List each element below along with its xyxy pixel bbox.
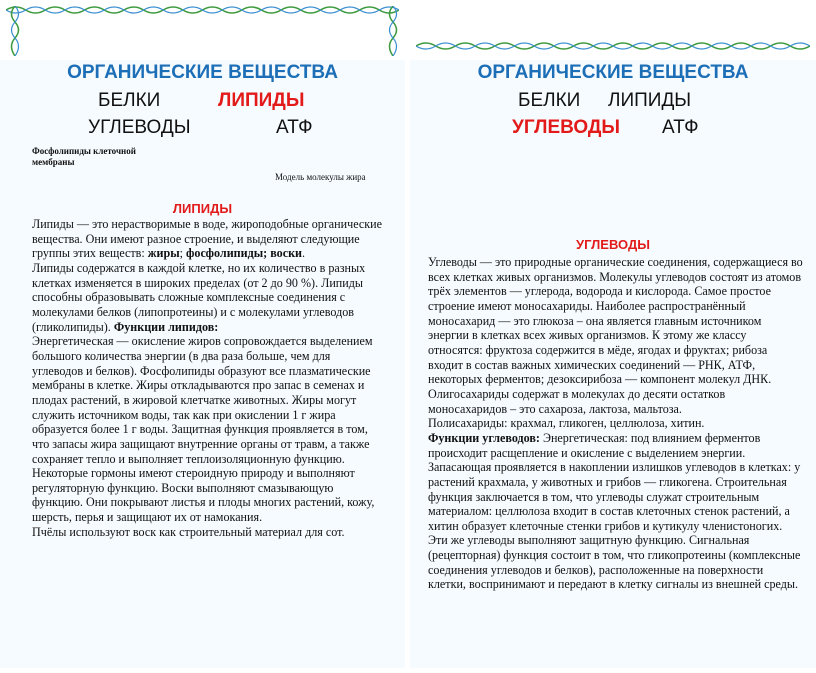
topic-row-1 bbox=[0, 90, 405, 114]
topic-proteins: БЕЛКИ bbox=[98, 90, 161, 111]
polysaccharides-list: Полисахариды: крахмал, гликоген, целлюлоза, хитин. bbox=[428, 416, 705, 431]
lipids-wax-note: Пчёлы используют воск как строительный материал для сот. bbox=[32, 524, 345, 539]
topic-row-2 bbox=[0, 117, 405, 141]
topic-proteins: БЕЛКИ bbox=[518, 90, 581, 111]
topic-row-2 bbox=[410, 117, 816, 141]
topic-row-1 bbox=[410, 90, 816, 114]
topic-atp: АТФ bbox=[276, 117, 313, 138]
caption-phospholipids: Фосфолипиды клеточной мембраны bbox=[32, 146, 136, 167]
lipids-intro: Липиды — это нерастворимые в воде, жироподобные органические вещества. Они имеют разное строение, и выделяют следующие группы этих веществ: bbox=[32, 217, 382, 261]
caption-fat-model: Модель молекулы жира bbox=[275, 172, 366, 182]
carbohydrates-functions: Энергетическая: под влиянием ферментов происходит расщепление и окисление с выделением энергии. Запасающая проявляется в накоплении излишков углеводов в клетках: у растений крахмала, у животных и грибов — гликогена. Строительная функция заключается в том, что углеводы служат строительным материалом: целлюлоза входит в состав клеточных стенок растений, а хитин образует клеточные стенки грибов и кутикулу членистоногих. Эти же углеводы выполняют защитную функцию. Сигнальная (рецепторная) функция состоит в том, что гликопротеины (комплексные соединения углеводов и белков), расположенные на поверхности клетки, воспринимают и передают в клетку сигналы из внешней среды. bbox=[428, 430, 801, 592]
vine-decoration-right bbox=[386, 6, 400, 56]
slide-title: ОРГАНИЧЕСКИЕ ВЕЩЕСТВА bbox=[477, 62, 749, 83]
section-title: ЛИПИДЫ bbox=[172, 201, 233, 216]
topic-lipids: ЛИПИДЫ bbox=[218, 90, 305, 111]
lipids-group-fats: жиры bbox=[147, 246, 180, 261]
topic-carbohydrates: УГЛЕВОДЫ bbox=[88, 117, 191, 138]
carbohydrates-text bbox=[428, 255, 804, 592]
vine-decoration-left bbox=[8, 6, 22, 56]
right-slide bbox=[410, 0, 816, 668]
lipids-content: Липиды содержатся в каждой клетке, но их количество в разных клетках изменяется в широких пределах (от 2 до 90 %). Липиды способны образовывать сложные комплексные соединения с молекулами белков (липопротеины) и с молекулами углеводов (гликолипиды). bbox=[32, 260, 366, 334]
lipids-group-phospholipids-waxes: фосфолипиды; воски bbox=[186, 246, 303, 261]
topic-carbohydrates: УГЛЕВОДЫ bbox=[512, 117, 621, 138]
left-slide bbox=[0, 0, 405, 668]
section-title: УГЛЕВОДЫ bbox=[576, 237, 650, 252]
garland-border-top bbox=[416, 40, 810, 52]
carbohydrates-functions-heading: Функции углеводов: bbox=[428, 430, 540, 445]
lipids-functions: Энергетическая — окисление жиров сопровождается выделением большого количества энергии (в два раза больше, чем для углеводов и белков). Фосфолипиды образуют все плазматические мембраны в клетке. Жиры откладываются про запас в семенах и плодах растений, в жировой клетчатке животных. Жиры могут служить источником воды, так как при окислении 1 г жира образуется более 1 г воды. Защитная функция проявляется в том, что запасы жира защищают внутренние органы от травм, а также сохраняет тепло и выполняет теплоизоляционную функцию. Некоторые гормоны имеют стероидную природу и выполняют регуляторную функцию. Воски выполняют смазывающую функцию. Они покрывают листья и плоды многих растений, кожу, шерсть, перья и защищают их от намокания. bbox=[32, 334, 375, 525]
carbohydrates-intro: Углеводы — это природные органические соединения, содержащиеся во всех клетках живых организмов. Молекулы углеводов состоят из атомов трёх элементов — углерода, водорода и кислорода. Самое простое строение имеют моносахариды. Наиболее распространённый моносахарид — это глюкоза – она является главным источником энергии в клетках всех живых организмов. К этому же классу относятся: фруктоза содержится в мёде, ягодах и фруктах; рибоза входит в состав важных химических соединений — РНК, АТФ, некоторых ферментов; дезоксирибоза — компонент молекул ДНК. Олигосахариды содержат в молекулах до десяти остатков моносахаридов – это сахароза, лактоза, мальтоза. bbox=[428, 255, 803, 416]
lipids-text: Липиды — это нерастворимые в воде, жироподобные органические вещества. Они имеют разное строение, и выделяют следующие группы этих веществ: жиры; фосфолипиды; воски. Липиды содержатся в каждой клетке, но их количество в разных клетках изменяется в широких пределах (от 2 до 90 %). Липиды способны образовывать сложные комплексные соединения с молекулами белков (липопротеины) и с молекулами углеводов (гликолипиды). Функции липидов: Энергетическая — окисление жиров сопровождается выделением большого количества энергии (в два раза больше, чем для углеводов и белков). Фосфолипиды образуют все плазматические мембраны в клетке. Жиры откладываются про запас в семенах и плодах растений, в жировой клетчатке животных. Жиры могут служить источником воды, так как при окислении 1 г жира образуется более 1 г воды. Защитная функция проявляется в том, что запасы жира защищают внутренние органы от травм, а также сохраняет тепло и выполняет теплоизоляционную функцию. Некоторые гормоны имеют стероидную природу и выполняют регуляторную функцию. Воски выполняют смазывающую функцию. Они покрывают листья и плоды многих растений, кожу, шерсть, перья и защищают их от намокания. Пчёлы используют воск как строительный материал для сот. bbox=[32, 217, 382, 539]
garland-border-top bbox=[6, 4, 399, 16]
topic-atp: АТФ bbox=[662, 117, 699, 138]
topic-lipids: ЛИПИДЫ bbox=[608, 90, 692, 111]
slide-title: ОРГАНИЧЕСКИЕ ВЕЩЕСТВА bbox=[67, 62, 338, 83]
lipids-functions-heading: Функции липидов: bbox=[113, 319, 219, 334]
